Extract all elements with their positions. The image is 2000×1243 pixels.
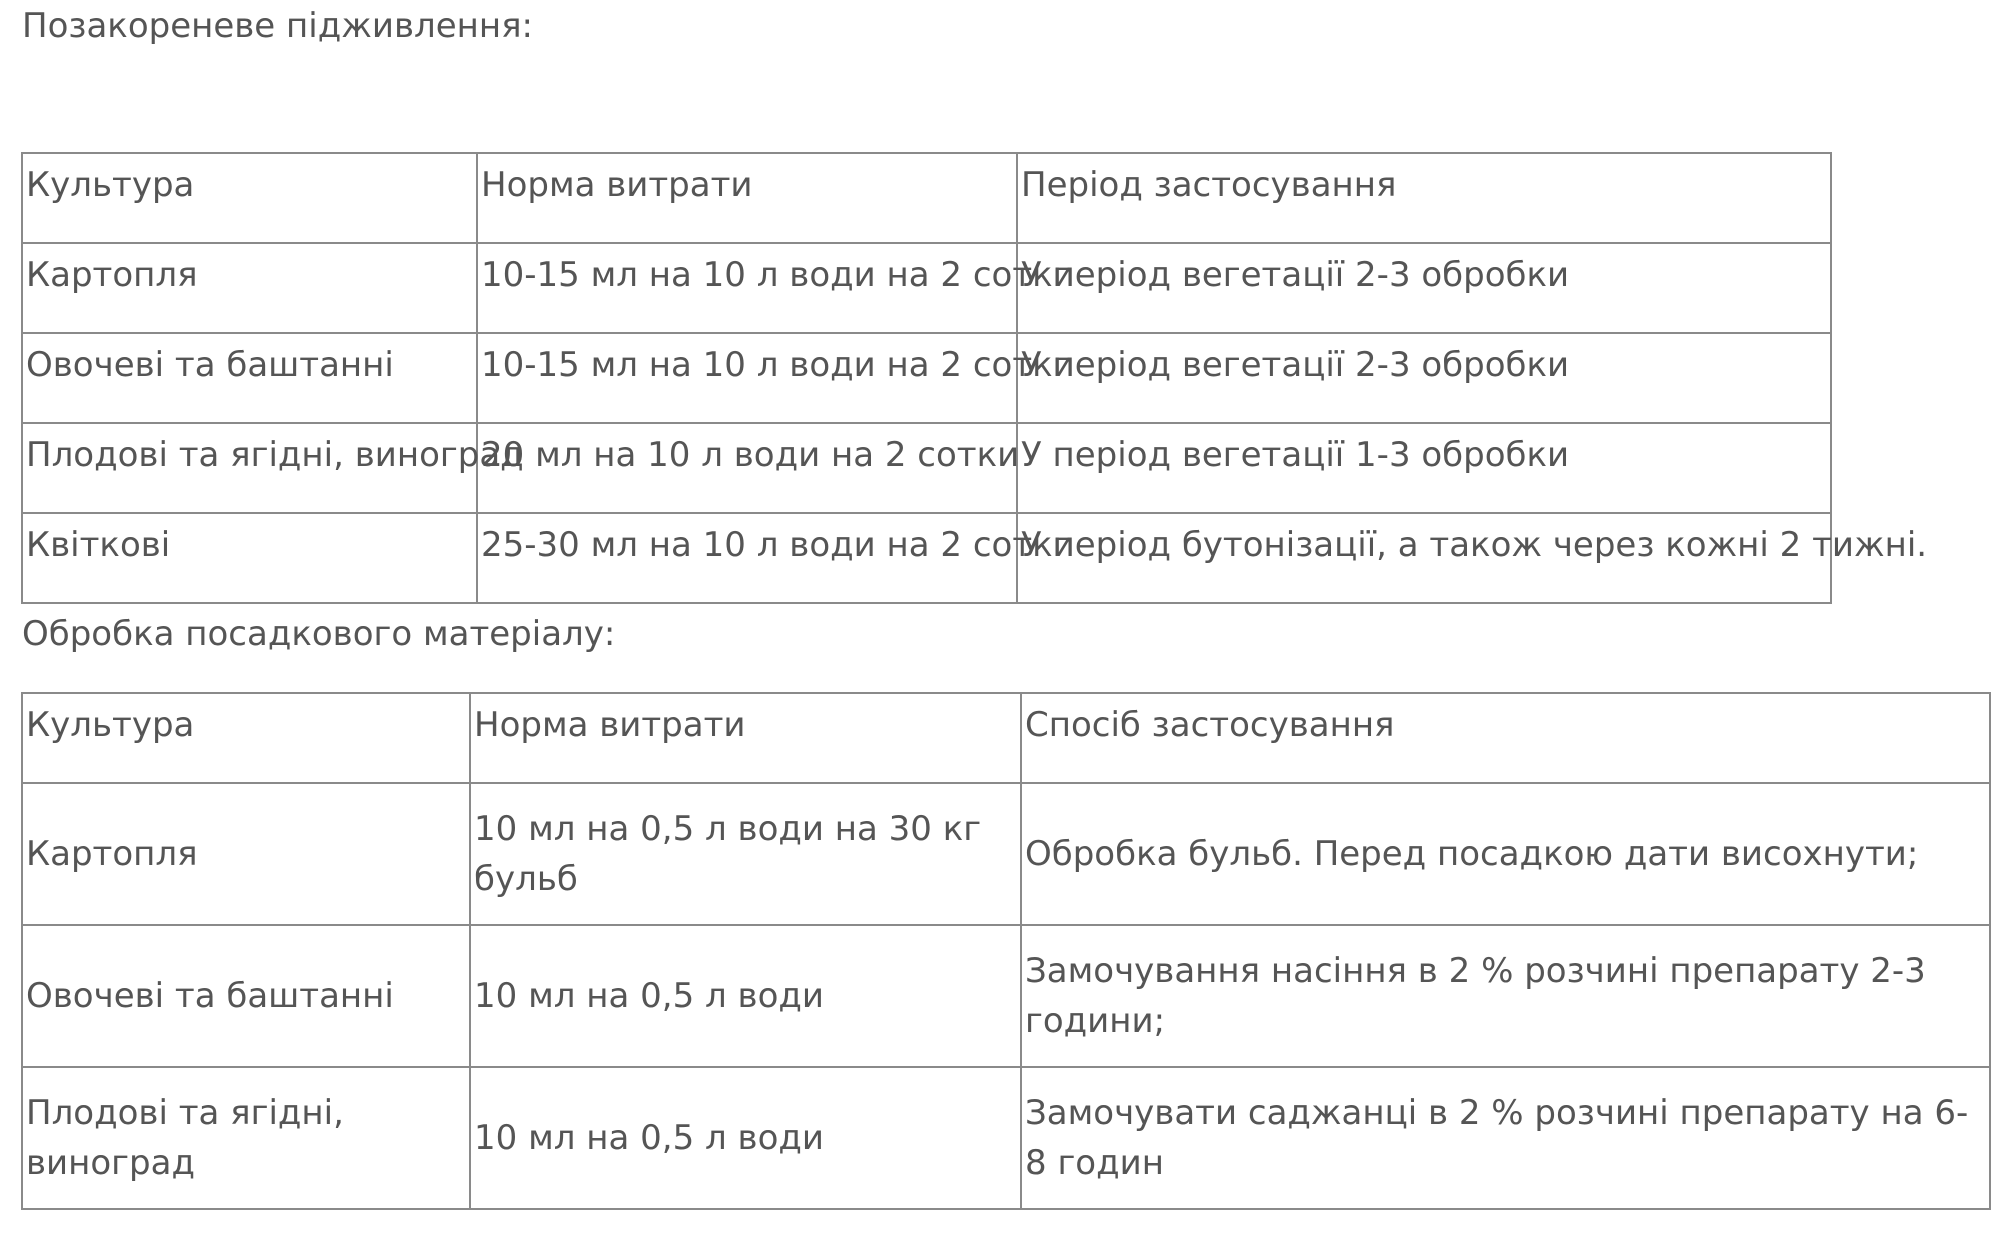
cell-rate: 25-30 мл на 10 л води на 2 сотки bbox=[477, 513, 1017, 603]
cell-method: Обробка бульб. Перед посадкою дати висохнути; bbox=[1021, 783, 1990, 925]
foliar-feeding-heading: Позакореневе підживлення: bbox=[22, 6, 533, 46]
table-row bbox=[22, 333, 1831, 423]
cell-crop: Овочеві та баштанні bbox=[22, 925, 470, 1067]
cell-period: У період вегетації 2-3 обробки bbox=[1017, 243, 1831, 333]
column-header-rate: Норма витрати bbox=[470, 693, 1021, 783]
column-header-crop: Культура bbox=[22, 693, 470, 783]
cell-rate: 10 мл на 0,5 л води bbox=[470, 1067, 1021, 1209]
table-header-row bbox=[22, 693, 1990, 783]
cell-crop: Картопля bbox=[22, 243, 477, 333]
cell-rate: 10 мл на 0,5 л води на 30 кг бульб bbox=[470, 783, 1021, 925]
table-row bbox=[22, 423, 1831, 513]
table-row bbox=[22, 1067, 1990, 1209]
column-header-period: Період застосування bbox=[1017, 153, 1831, 243]
table-row bbox=[22, 783, 1990, 925]
cell-rate: 20 мл на 10 л води на 2 сотки bbox=[477, 423, 1017, 513]
table-row bbox=[22, 513, 1831, 603]
cell-crop: Картопля bbox=[22, 783, 470, 925]
table-row bbox=[22, 925, 1990, 1067]
column-header-rate: Норма витрати bbox=[477, 153, 1017, 243]
cell-crop: Плодові та ягідні, виноград bbox=[22, 423, 477, 513]
foliar-feeding-table bbox=[21, 152, 1928, 604]
planting-material-table bbox=[21, 692, 1991, 1210]
cell-period: У період бутонізації, а також через кожні 2 тижні. bbox=[1017, 513, 1831, 603]
cell-period: У період вегетації 1-3 обробки bbox=[1017, 423, 1831, 513]
cell-method: Замочування насіння в 2 % розчині препарату 2-3 години; bbox=[1021, 925, 1990, 1067]
cell-period: У період вегетації 2-3 обробки bbox=[1017, 333, 1831, 423]
table-header-row bbox=[22, 153, 1831, 243]
column-header-method: Спосіб застосування bbox=[1021, 693, 1990, 783]
cell-rate: 10-15 мл на 10 л води на 2 сотки bbox=[477, 243, 1017, 333]
cell-method: Замочувати саджанці в 2 % розчині препарату на 6-8 годин bbox=[1021, 1067, 1990, 1209]
cell-crop: Квіткові bbox=[22, 513, 477, 603]
column-header-crop: Культура bbox=[22, 153, 477, 243]
cell-crop: Овочеві та баштанні bbox=[22, 333, 477, 423]
cell-rate: 10 мл на 0,5 л води bbox=[470, 925, 1021, 1067]
cell-rate: 10-15 мл на 10 л води на 2 сотки bbox=[477, 333, 1017, 423]
table-row bbox=[22, 243, 1831, 333]
planting-material-heading: Обробка посадкового матеріалу: bbox=[22, 614, 616, 654]
cell-crop: Плодові та ягідні, виноград bbox=[22, 1067, 470, 1209]
